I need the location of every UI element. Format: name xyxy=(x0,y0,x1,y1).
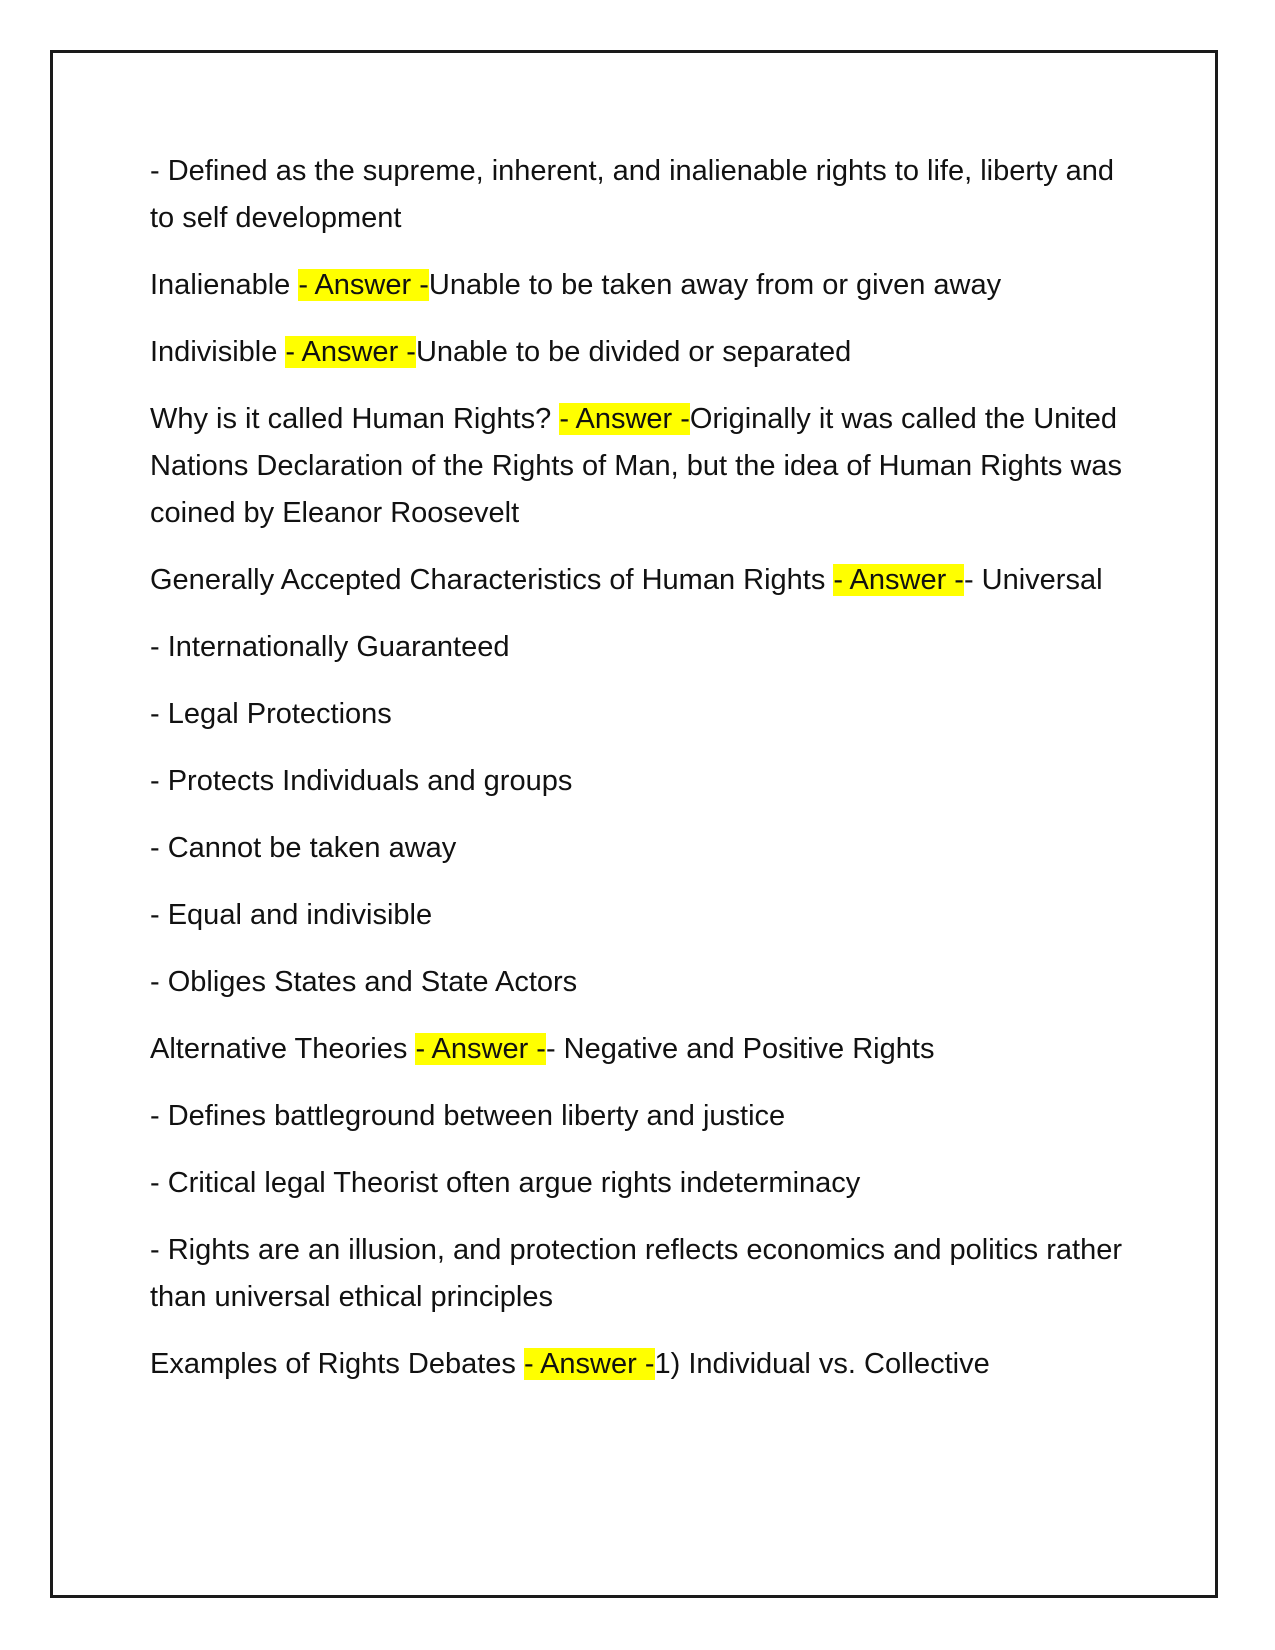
answer-text: - Negative and Positive Rights xyxy=(545,1033,935,1065)
question-text: Examples of Rights Debates xyxy=(150,1348,524,1380)
paragraph-text: - Defined as the supreme, inherent, and inalienable rights to life, liberty and to self development xyxy=(150,155,1115,234)
answer-text: 1) Individual vs. Collective xyxy=(654,1348,990,1380)
qa-rights-debates xyxy=(150,1341,1130,1388)
list-item xyxy=(150,1227,1130,1321)
answer-marker: - Answer - xyxy=(298,269,429,301)
question-text: Alternative Theories xyxy=(150,1033,416,1065)
list-item xyxy=(150,691,1130,738)
list-item-text: - Internationally Guaranteed xyxy=(150,631,510,663)
answer-text: - Universal xyxy=(963,564,1103,596)
list-item-text: - Obliges States and State Actors xyxy=(150,966,578,998)
list-item xyxy=(150,624,1130,671)
answer-text: Unable to be taken away from or given away xyxy=(428,269,1002,301)
list-item-text: - Critical legal Theorist often argue rights indeterminacy xyxy=(150,1167,861,1199)
list-item xyxy=(150,959,1130,1006)
question-text: Inalienable xyxy=(150,269,299,301)
list-item-text: - Defines battleground between liberty and justice xyxy=(150,1100,786,1132)
qa-characteristics xyxy=(150,557,1130,604)
qa-human-rights-name xyxy=(150,396,1130,537)
list-item-text: - Cannot be taken away xyxy=(150,832,457,864)
answer-marker: - Answer - xyxy=(559,403,690,435)
list-item-text: - Rights are an illusion, and protection reflects economics and politics rather than universal ethical principles xyxy=(150,1234,1122,1313)
list-item xyxy=(150,825,1130,872)
question-text: Why is it called Human Rights? xyxy=(150,403,560,435)
list-item xyxy=(150,758,1130,805)
list-item-text: - Protects Individuals and groups xyxy=(150,765,573,797)
list-item xyxy=(150,1093,1130,1140)
answer-marker: - Answer - xyxy=(523,1348,655,1380)
list-item-text: - Equal and indivisible xyxy=(150,899,433,931)
answer-marker: - Answer - xyxy=(415,1033,546,1065)
qa-indivisible xyxy=(150,329,1130,376)
answer-marker: - Answer - xyxy=(285,336,416,368)
answer-text: Unable to be divided or separated xyxy=(415,336,852,368)
qa-alternative-theories xyxy=(150,1026,1130,1073)
qa-inalienable xyxy=(150,262,1130,309)
question-text: Indivisible xyxy=(150,336,286,368)
document-body xyxy=(150,148,1130,1408)
list-item xyxy=(150,1160,1130,1207)
question-text: Generally Accepted Characteristics of Human Rights xyxy=(150,564,834,596)
answer-text: Originally it was called the United Nations Declaration of the Rights of Man, but the idea of Human Rights was coined by Eleanor Roosevelt xyxy=(150,403,1123,529)
answer-marker: - Answer - xyxy=(833,564,964,596)
list-item xyxy=(150,892,1130,939)
paragraph-definition xyxy=(150,148,1130,242)
list-item-text: - Legal Protections xyxy=(150,698,392,730)
